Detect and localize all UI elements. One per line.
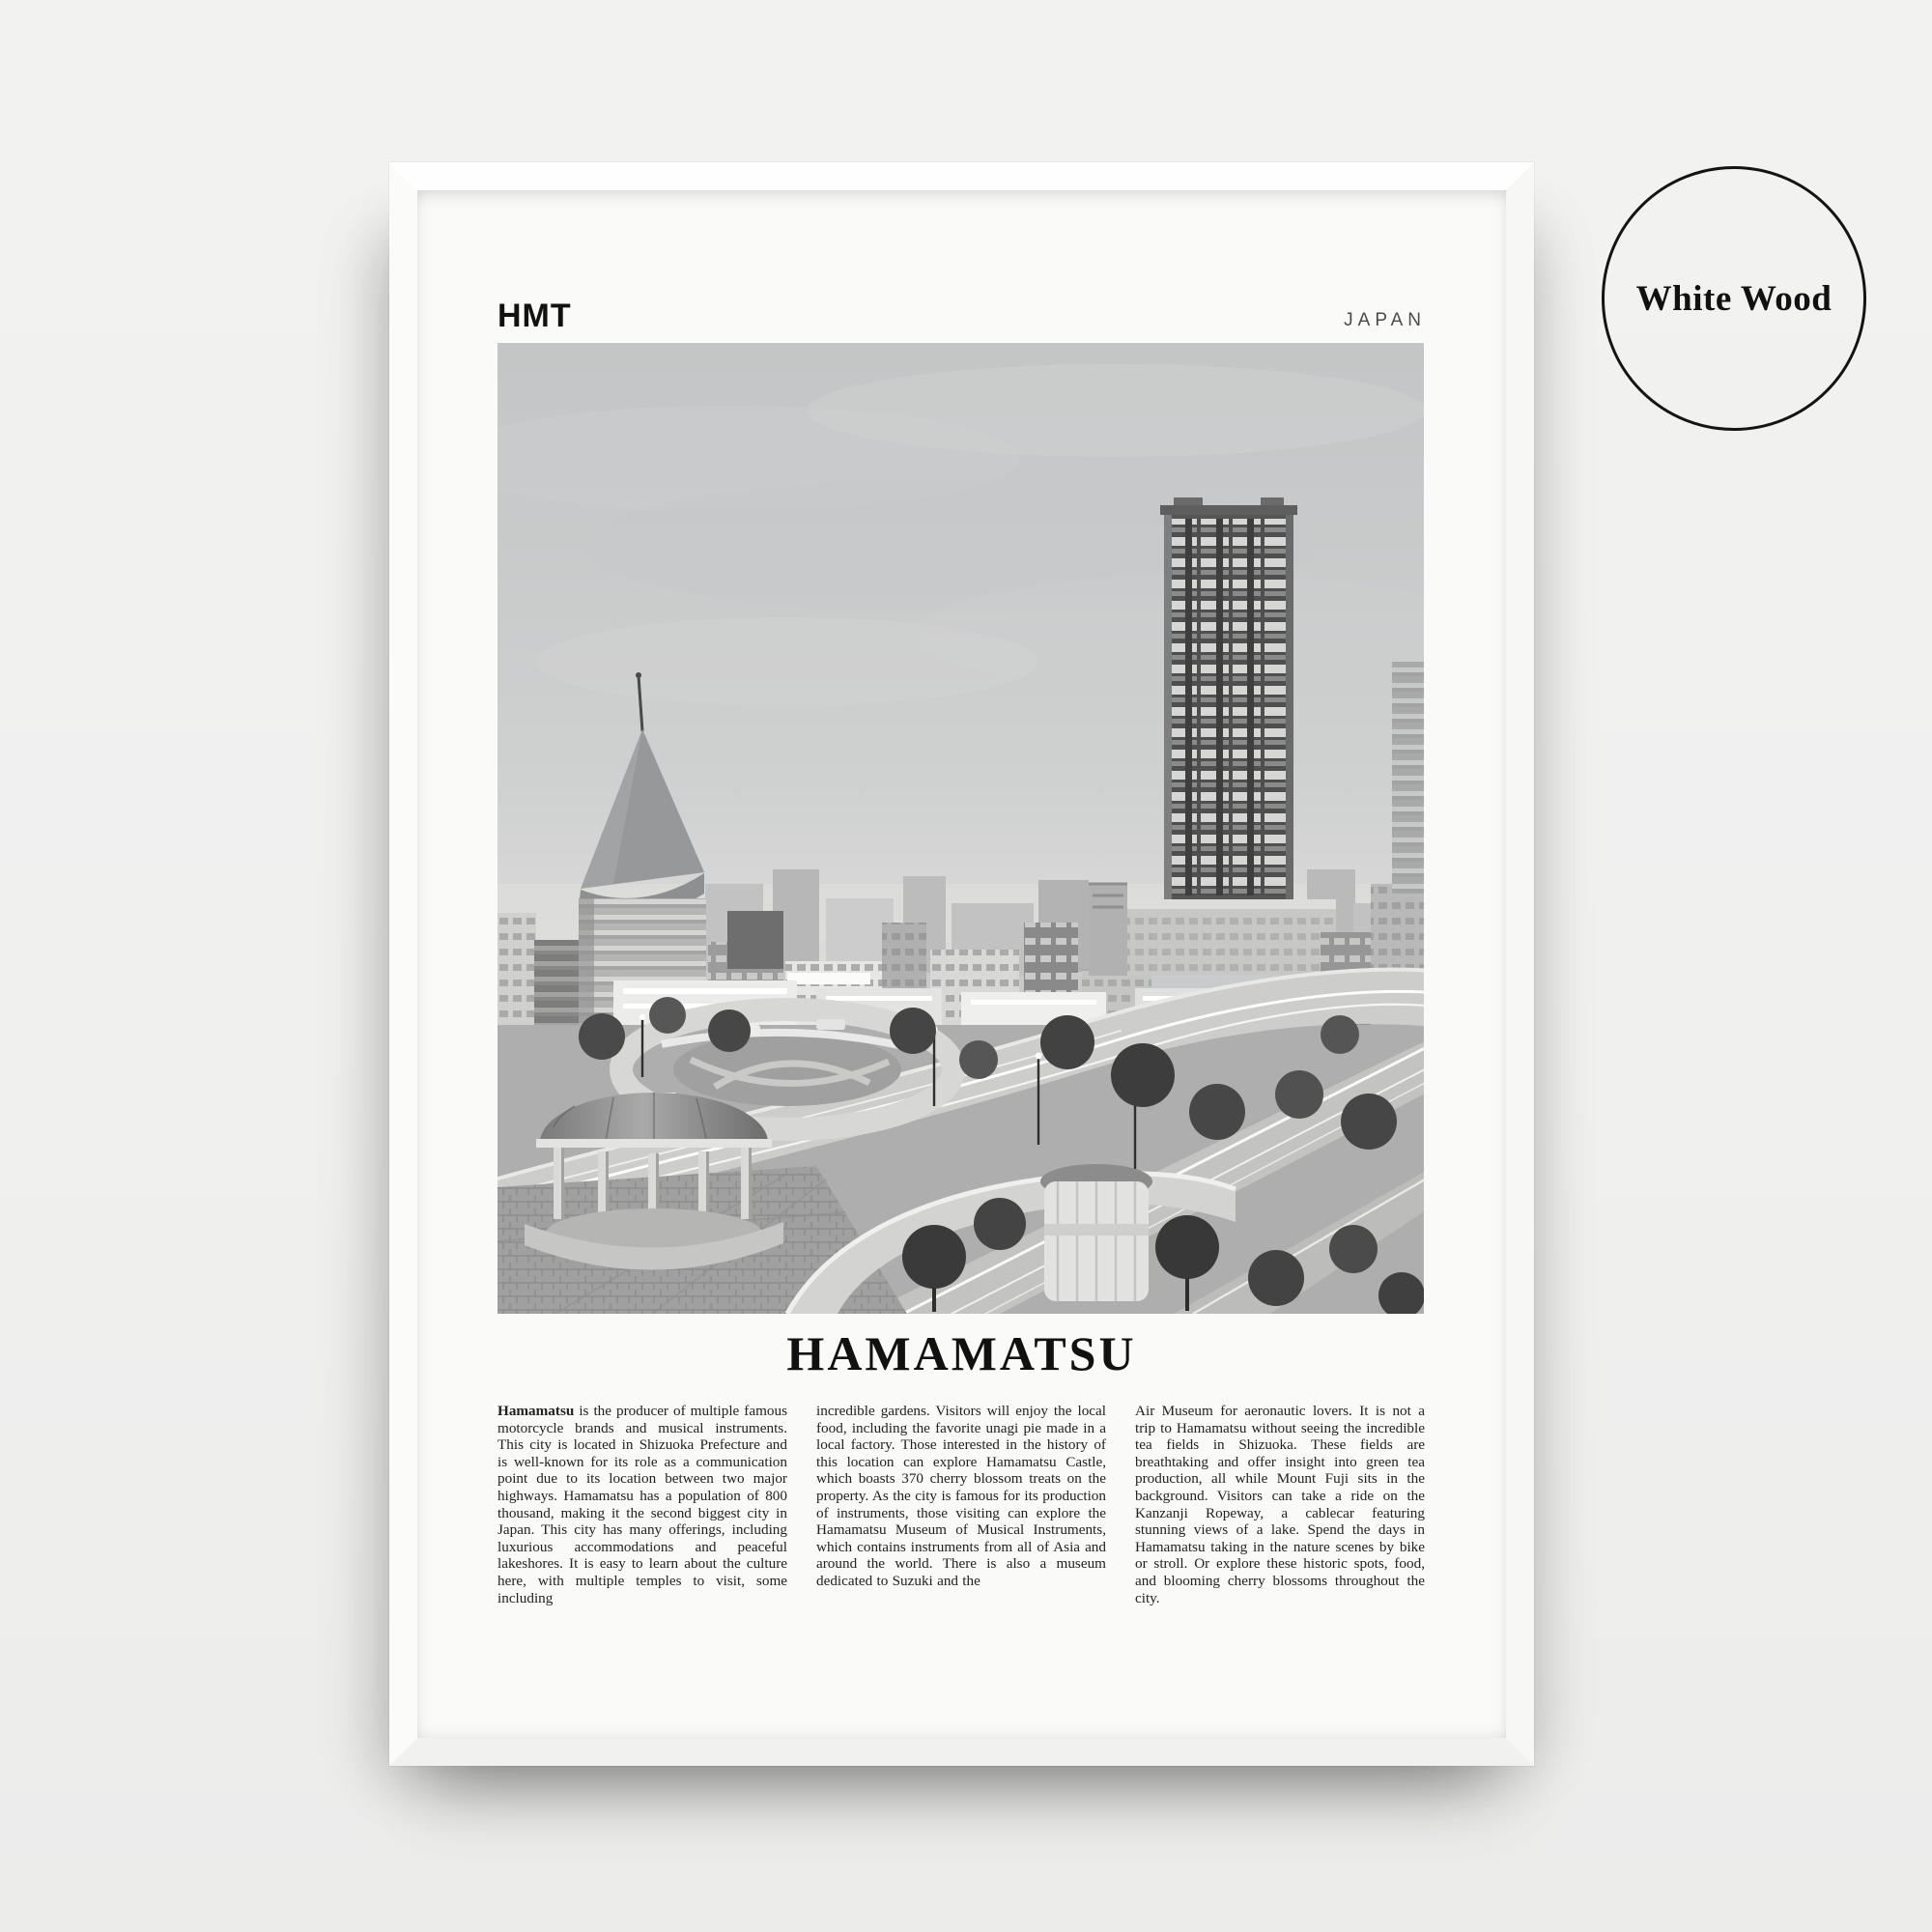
poster-brand-abbreviation: HMT bbox=[497, 298, 572, 334]
poster-photo bbox=[497, 343, 1424, 1314]
poster-header bbox=[497, 289, 1426, 332]
article-column-1-text: is the producer of multiple famous motorcycle brands and musical instruments. This city is located in Shizuoka Prefecture and is well-known for its role as a communication point due to its location between two major highways. Hamamatsu has a population of 800 thousand, making it the second biggest city in Japan. This city has many offerings, including luxurious accommodations and peaceful lakeshores. It is easy to learn about the culture here, with multiple temples to visit, some including bbox=[497, 1403, 787, 1606]
article-column-1 bbox=[497, 1403, 787, 1606]
white-wood-frame bbox=[389, 162, 1534, 1766]
frame-style-badge bbox=[1602, 166, 1866, 431]
city-photo-illustration bbox=[497, 343, 1424, 1314]
article-column-3: Air Museum for aeronautic lovers. It is not a trip to Hamamatsu without seeing the incredible tea fields in Shizuoka. These fields are breathtaking and offer insight into green tea production, all while Mount Fuji sits in the background. Visitors can take a ride on the Kanzanji Ropeway, a cablecar featuring stunning views of a lake. Spend the days in Hamamatsu taking in the nature scenes by bike or stroll. Or explore these historic spots, food, and blooming cherry blossoms throughout the city. bbox=[1135, 1403, 1425, 1606]
frame-style-badge-label: White Wood bbox=[1635, 278, 1833, 319]
article-lead-word: Hamamatsu bbox=[497, 1403, 575, 1419]
poster-country-label: JAPAN bbox=[1344, 310, 1426, 331]
poster-city-title: HAMAMATSU bbox=[786, 1326, 1137, 1380]
article-column-2: incredible gardens. Visitors will enjoy the local food, including the favorite unagi pie made in a local factory. Those interested in the history of this location can explore Hamamatsu Castle, which boasts 370 cherry blossom treats on the property. As the city is famous for its production of instruments, those visiting can explore the Hamamatsu Museum of Musical Instruments, which contains instruments from all of Asia and around the world. There is also a museum dedicated to Suzuki and the bbox=[816, 1403, 1106, 1589]
poster-article bbox=[497, 1403, 1426, 1606]
poster-paper bbox=[417, 190, 1506, 1738]
